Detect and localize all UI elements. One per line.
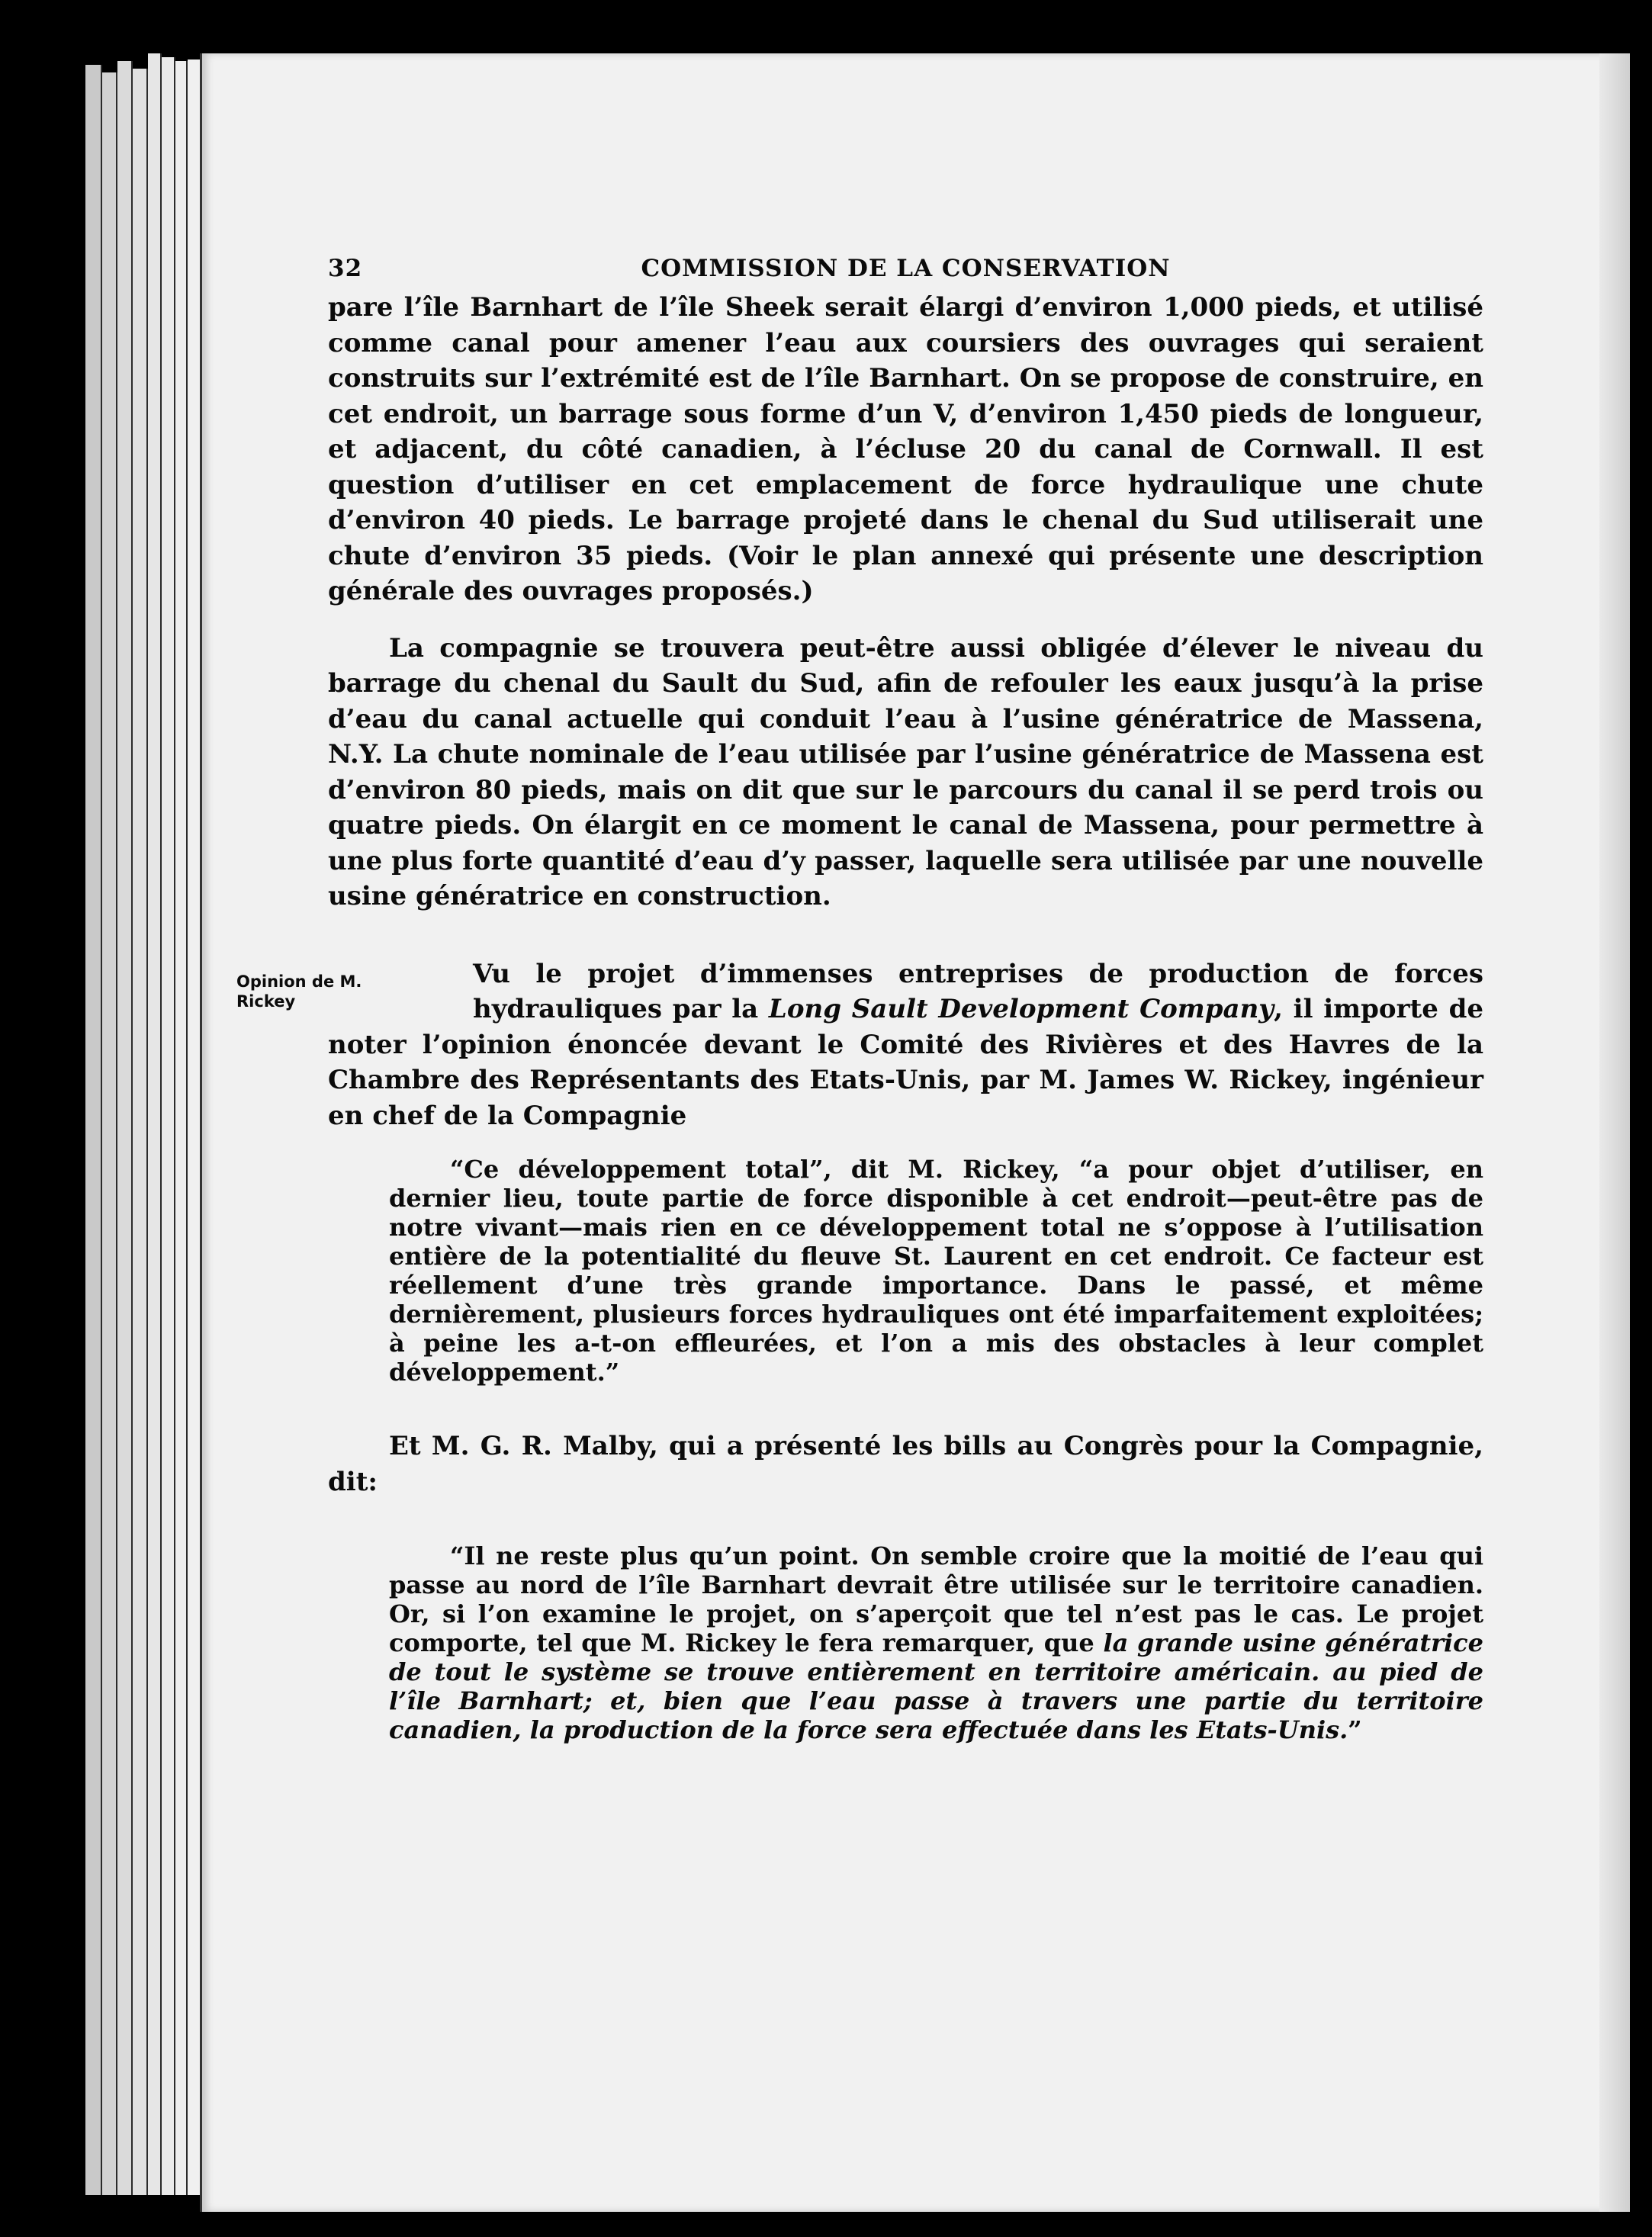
paragraph-3 (328, 956, 1483, 1134)
page-right-edge (1599, 53, 1630, 2212)
page-edge (102, 72, 117, 2195)
page-edge (117, 61, 133, 2195)
running-title: COMMISSION DE LA CONSERVATION (641, 255, 1171, 282)
paragraph-3-end: , il importe de noter l’opinion énoncée devant le Comité des Rivières et des Havres de la Chambre des Représentants des Etats-Unis, par M. James W. Rickey, ingénieur en chef de la Compagnie (328, 994, 1483, 1131)
quote-2-text (389, 1541, 1483, 1744)
quote-2-start: “Il ne reste plus qu’un point. On semble croire que la moitié de l’eau qui passe au nord de l’île Barnhart devrait être utilisée sur le territoire canadien. Or, si l’on examine le projet, on s’aperçoit que tel n’est pas le cas. Le projet comporte, tel que M. Rickey le fera remarquer, que (389, 1541, 1483, 1657)
page-text (236, 244, 1484, 1744)
page-number: 32 (328, 255, 363, 282)
paragraph-3-start: Vu le projet d’immenses entreprises de production de forces hydrauliques par la (473, 958, 1483, 1024)
page-edge (162, 57, 175, 2195)
page-edge (148, 53, 162, 2195)
quote-1-text: “Ce développement total”, dit M. Rickey, “a pour objet d’utiliser, en dernier lieu, toute partie de force disponible à cet endroit—peut-être pas de notre vivant—mais rien en ce développement total ne s’oppose à l’utilisation entière de la potentialité du fleuve St. Laurent en cet endroit. Ce facteur est réellement d’une très grande importance. Dans le passé, et même dernièrement, plusieurs forces hydrauliques ont été imparfaitement exploitées; à peine les a-t-on effleurées, et l’on a mis des obstacles à leur complet développement.” (389, 1155, 1483, 1387)
quote-malby (389, 1541, 1483, 1744)
margin-note: Opinion de M. Rickey (236, 972, 362, 1011)
paragraph-1: pare l’île Barnhart de l’île Sheek serait élargi d’environ 1,000 pieds, et utilisé comme canal pour amener l’eau aux coursiers des ouvrages qui seraient construits sur l’extrémité est de l’île Barnhart. On se propose de construire, en cet endroit, un barrage sous forme d’un V, d’environ 1,450 pieds de longueur, et adjacent, du côté canadien, à l’écluse 20 du canal de Cornwall. Il est question d’utiliser en cet emplacement de force hydraulique une chute d’environ 40 pieds. Le barrage projeté dans le chenal du Sud utiliserait une chute d’environ 35 pieds. (Voir le plan annexé qui présente une description générale des ouvrages proposés.) (328, 292, 1483, 606)
quote-2-italic: la grande usine génératrice de tout le système se trouve entièrement en territoire américain. au pied de l’île Barnhart; et, bien que l’eau passe à travers une partie du territoire canadien, la production de la force sera effectuée dans les Etats-Unis. (389, 1628, 1484, 1744)
page-edge (175, 61, 188, 2195)
running-head (328, 244, 1483, 290)
paragraph-2: La compagnie se trouvera peut-être aussi obligée d’élever le niveau du barrage du chenal du Sault du Sud, afin de refouler les eaux jusqu’à la prise d’eau du canal actuelle qui conduit l’eau à l’usine génératrice de Massena, N.Y. La chute nominale de l’eau utilisée par l’usine génératrice de Massena est d’environ 80 pieds, mais on dit que sur le parcours du canal il se perd trois ou quatre pieds. On élargit en ce moment le canal de Massena, pour permettre à une plus forte quantité d’eau d’y passer, laquelle sera utilisée par une nouvelle usine génératrice en construction. (328, 632, 1483, 911)
paragraph-4: Et M. G. R. Malby, qui a présenté les bills au Congrès pour la Compagnie, dit: (328, 1431, 1483, 1497)
page-edge (133, 69, 148, 2195)
page-edge (85, 65, 102, 2195)
company-name: Long Sault Development Company (768, 994, 1274, 1024)
quote-rickey (389, 1155, 1483, 1387)
quote-2-end: ” (1348, 1715, 1362, 1744)
paragraph-3-block (236, 956, 1483, 1134)
